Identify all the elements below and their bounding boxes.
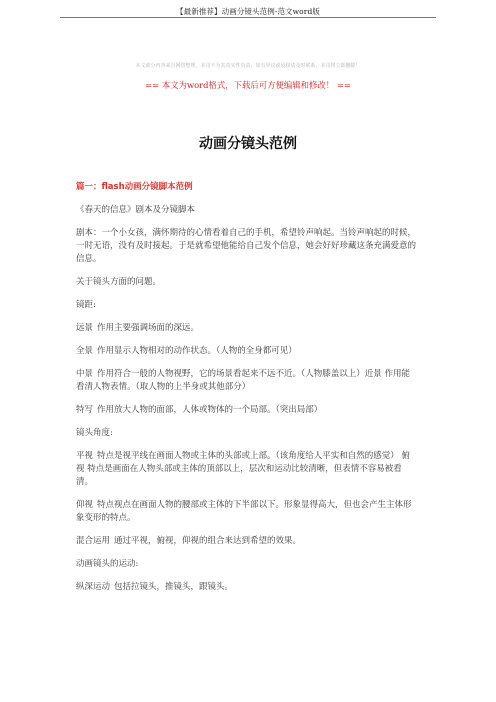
distance-term: 中景 — [76, 369, 94, 379]
distance-label: 镜距: — [76, 300, 96, 310]
header-divider — [60, 17, 436, 18]
page-header-title: 【最新推荐】动画分镜头范例-范文word版 — [176, 7, 320, 16]
distance-item — [76, 368, 418, 394]
distance-term: 全景 — [76, 346, 94, 356]
section-heading: 篇一：flash动画分镜脚本范例 — [76, 182, 193, 192]
distance-desc: 作用放大人物的面部，人体或物体的一个局部。（突出局部） — [97, 405, 323, 415]
angle-item — [76, 535, 418, 548]
distance-desc: 作用显示人物相对的动作状态。（人物的全身都可见） — [97, 346, 297, 356]
distance-item — [76, 404, 418, 417]
motion-term: 纵深运动 — [76, 582, 111, 592]
document-body — [76, 181, 418, 604]
angle-term: 仰视 — [76, 500, 94, 510]
distance-desc: 作用符合一般的人物视野，它的场景看起来不远不近。（人物膝盖以上）近景 作用能看清人物表情。（取人物的上半身或其他部分） — [76, 369, 410, 392]
synopsis-paragraph: 剧本：一个小女孩，满怀期待的心情看着自己的手机，希望铃声响起。当铃声响起的时候，一时无语，没有及时接起。于是就希望他能给自己发个信息，她会好好珍藏这条充满爱意的信息。 — [76, 228, 417, 264]
angle-desc: 特点视点在画面人物的腰部或主体的下半部以下。形象显得高大，但也会产生主体形象变形的特点。 — [76, 500, 412, 523]
angle-desc: 通过平视，俯视，仰视的组合来达到希望的效果。 — [114, 536, 302, 546]
motion-label: 动画镜头的运动: — [76, 559, 139, 569]
motion-item — [76, 581, 418, 594]
distance-term: 特写 — [76, 405, 94, 415]
distance-desc: 作用主要强调场面的深远。 — [97, 323, 200, 333]
disclaimer-text: 本文部分内容来自网络整理，本司不为其真实性负责，如有异议或侵权请及时联系，本司将立即删除！ — [135, 63, 361, 69]
angle-desc: 特点是视平线在画面人物或主体的头部或上部。（该角度给人平实和自然的感觉） 俯视 特点是画面在人物头部或主体的顶部以上，层次和运动比较清晰，但表情不容易被看清。 — [76, 451, 410, 487]
format-notice: == 本文为word格式，下载后可方便编辑和修改！ == — [145, 80, 351, 90]
angle-term: 混合运用 — [76, 536, 111, 546]
angle-label: 镜头角度: — [76, 428, 113, 438]
distance-item — [76, 345, 418, 358]
angle-item — [76, 499, 418, 525]
angle-term: 平视 — [76, 451, 94, 461]
distance-term: 远景 — [76, 323, 94, 333]
motion-desc: 包括拉镜头，推镜头，跟镜头。 — [114, 582, 234, 592]
angle-item — [76, 450, 418, 489]
script-title: 《春天的信息》剧本及分镜脚本 — [76, 205, 196, 215]
document-title: 动画分镜头范例 — [199, 136, 297, 152]
distance-item — [76, 322, 418, 335]
lens-questions: 关于镜头方面的问题。 — [76, 277, 162, 287]
